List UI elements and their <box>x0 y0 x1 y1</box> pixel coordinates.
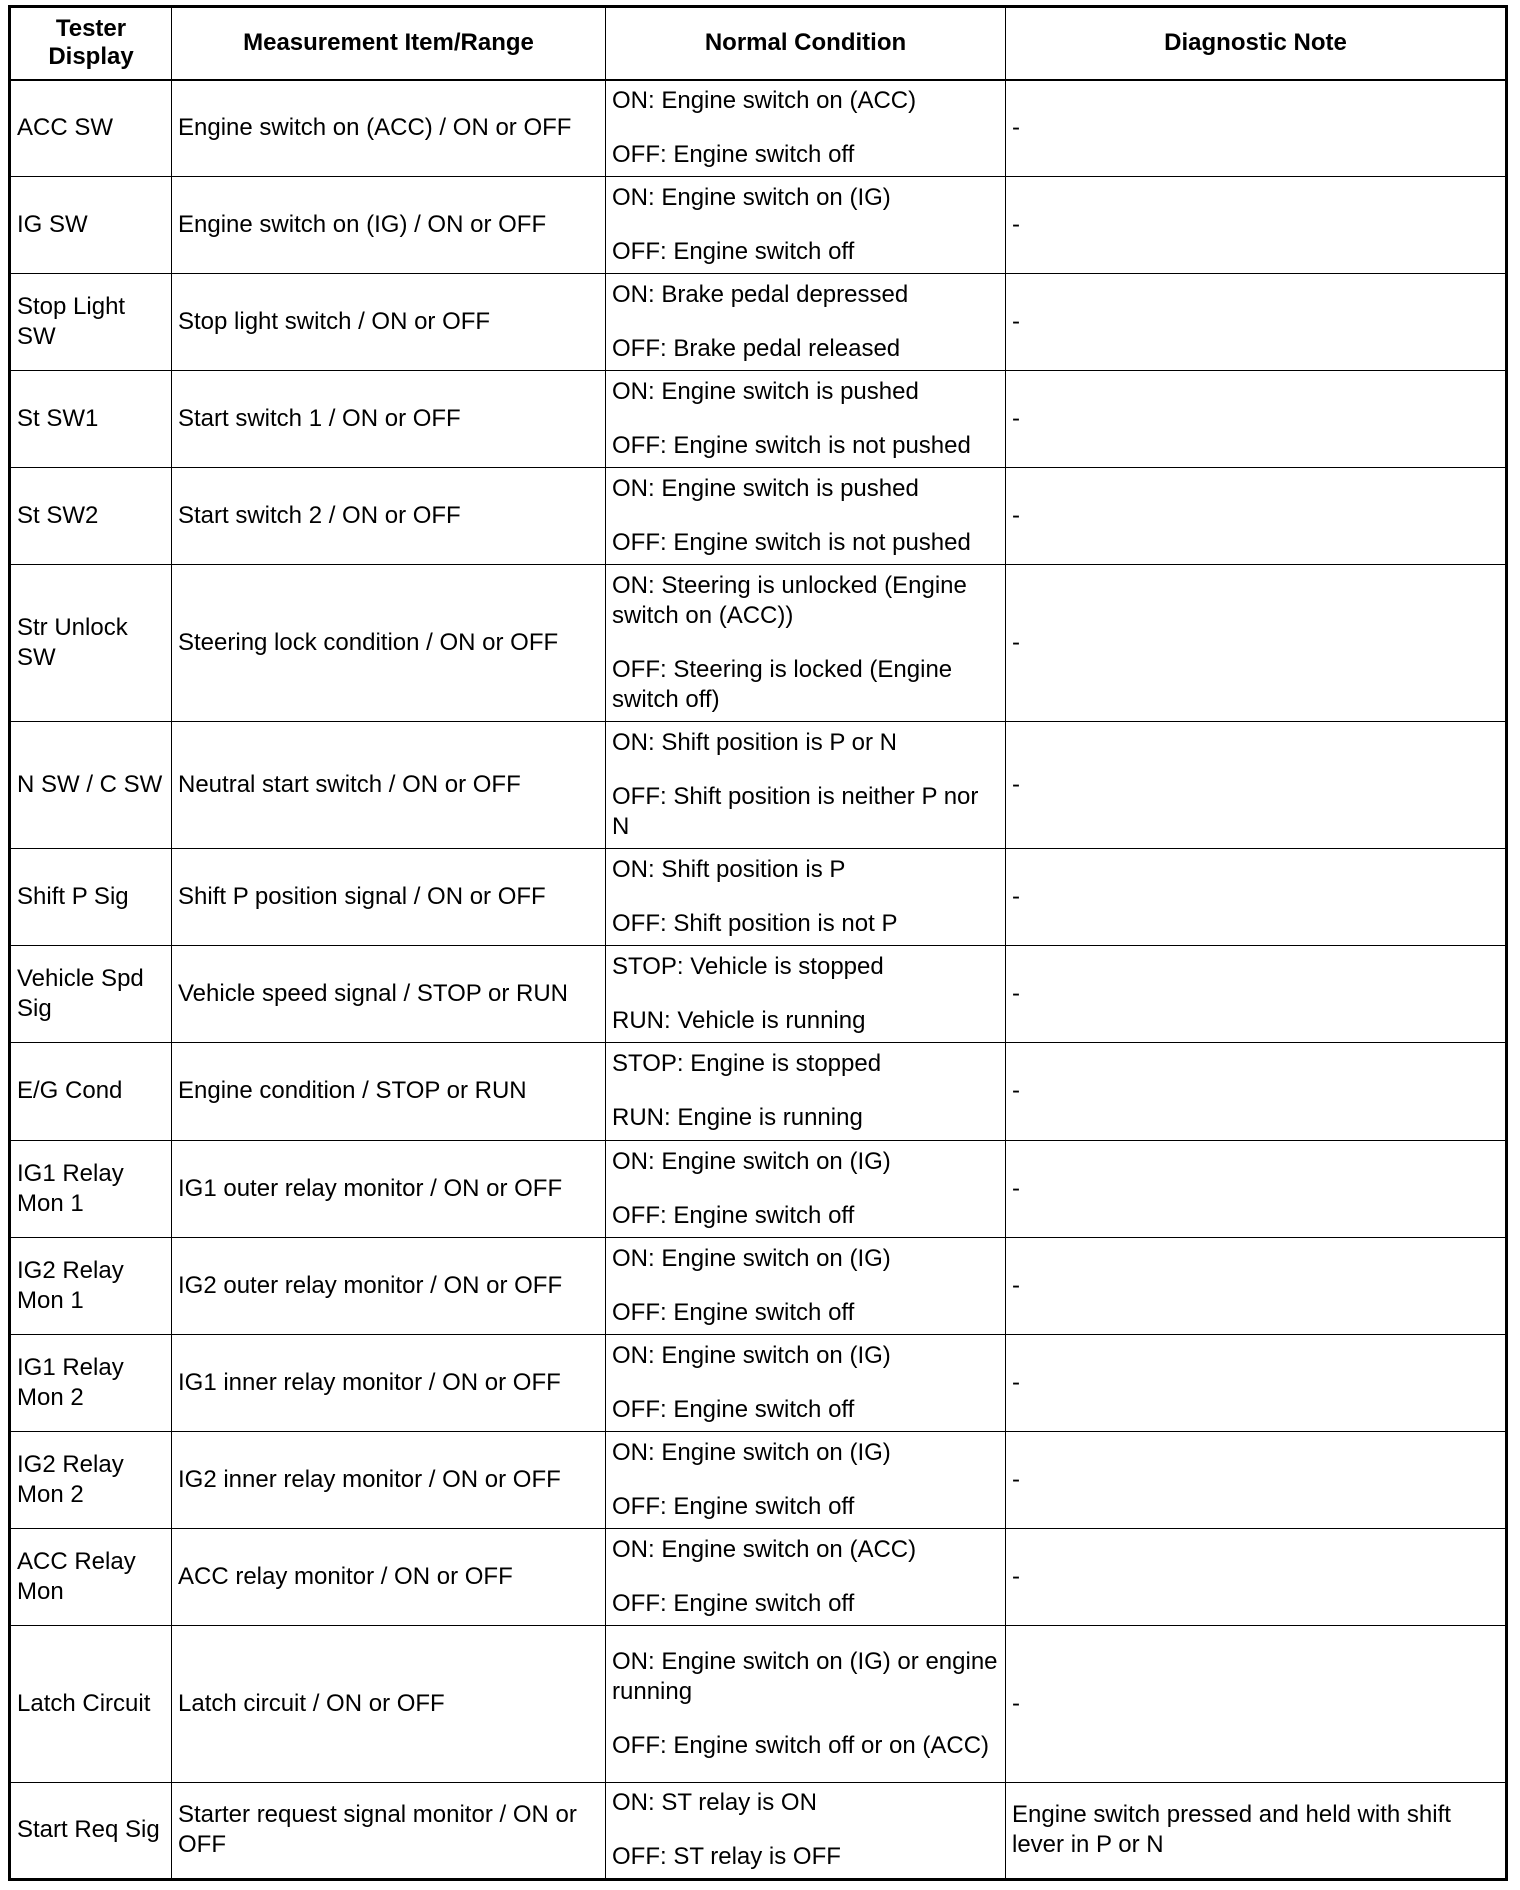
measurement-item-cell: Start switch 2 / ON or OFF <box>172 468 606 565</box>
tester-display-cell: IG SW <box>10 177 172 274</box>
normal-condition-cell <box>606 468 1006 565</box>
measurement-item-cell: IG1 inner relay monitor / ON or OFF <box>172 1334 606 1431</box>
condition-text: STOP: Engine is stopped <box>612 1050 882 1078</box>
diagnostic-note-cell: - <box>1006 1625 1507 1782</box>
condition-text: OFF: Shift position is not P <box>612 910 898 938</box>
condition-text: OFF: Engine switch off <box>612 1589 855 1617</box>
diagnostic-note-cell: - <box>1006 177 1507 274</box>
condition-text: ON: Brake pedal depressed <box>612 281 909 309</box>
measurement-item-cell: Engine switch on (ACC) / ON or OFF <box>172 80 606 177</box>
condition-text: OFF: Engine switch off <box>612 1298 855 1326</box>
condition-text: ON: Engine switch on (IG) or engine running <box>612 1647 998 1705</box>
header-normal-condition: Normal Condition <box>606 7 1006 80</box>
measurement-item-cell: IG2 inner relay monitor / ON or OFF <box>172 1431 606 1528</box>
condition-text: OFF: Engine switch is not pushed <box>612 432 971 460</box>
table-body <box>10 80 1507 1880</box>
tester-display-cell: IG1 Relay Mon 2 <box>10 1334 172 1431</box>
diagnostic-note-cell: - <box>1006 1043 1507 1140</box>
condition-text: OFF: Engine switch off <box>612 1395 855 1423</box>
diagnostic-note-cell: - <box>1006 946 1507 1043</box>
condition-text: RUN: Engine is running <box>612 1104 863 1132</box>
measurement-item-cell: IG1 outer relay monitor / ON or OFF <box>172 1140 606 1237</box>
diagnostic-note-cell: - <box>1006 849 1507 946</box>
table-row <box>10 1528 1507 1625</box>
table-row <box>10 274 1507 371</box>
tester-display-cell: St SW1 <box>10 371 172 468</box>
normal-condition-cell <box>606 371 1006 468</box>
diagnostic-note-cell: - <box>1006 1237 1507 1334</box>
normal-condition-cell <box>606 1782 1006 1879</box>
tester-display-cell: Vehicle Spd Sig <box>10 946 172 1043</box>
normal-condition-cell <box>606 1043 1006 1140</box>
tester-display-cell: ACC SW <box>10 80 172 177</box>
diagnostic-note-cell: - <box>1006 1431 1507 1528</box>
diagnostic-note-cell: - <box>1006 1140 1507 1237</box>
normal-condition-cell <box>606 80 1006 177</box>
tester-display-cell: Start Req Sig <box>10 1782 172 1879</box>
table-row <box>10 1782 1507 1879</box>
normal-condition-cell <box>606 177 1006 274</box>
measurement-item-cell: Neutral start switch / ON or OFF <box>172 722 606 849</box>
diagnostic-note-cell: - <box>1006 274 1507 371</box>
condition-text: OFF: Engine switch off <box>612 141 855 169</box>
condition-text: ON: Engine switch on (ACC) <box>612 87 917 115</box>
condition-text: ON: Engine switch on (IG) <box>612 1147 891 1175</box>
condition-text: ON: Engine switch on (ACC) <box>612 1535 917 1563</box>
condition-text: ON: Engine switch on (IG) <box>612 184 891 212</box>
normal-condition-cell <box>606 274 1006 371</box>
measurement-item-cell: Latch circuit / ON or OFF <box>172 1625 606 1782</box>
header-tester-display: Tester Display <box>10 7 172 80</box>
tester-display-cell: Stop Light SW <box>10 274 172 371</box>
table-row <box>10 1237 1507 1334</box>
diagnostic-note-cell: Engine switch pressed and held with shift lever in P or N <box>1006 1782 1507 1879</box>
diagnostic-note-cell: - <box>1006 468 1507 565</box>
tester-display-cell: Str Unlock SW <box>10 565 172 722</box>
condition-text: OFF: Engine switch off <box>612 1201 855 1229</box>
condition-text: ON: Engine switch is pushed <box>612 378 919 406</box>
table-row <box>10 80 1507 177</box>
tester-display-cell: N SW / C SW <box>10 722 172 849</box>
normal-condition-cell <box>606 565 1006 722</box>
measurement-item-cell: Engine switch on (IG) / ON or OFF <box>172 177 606 274</box>
condition-text: OFF: Brake pedal released <box>612 335 901 363</box>
measurement-item-cell: Shift P position signal / ON or OFF <box>172 849 606 946</box>
diagnostic-note-cell: - <box>1006 565 1507 722</box>
condition-text: STOP: Vehicle is stopped <box>612 953 884 981</box>
condition-text: OFF: Shift position is neither P nor N <box>612 783 979 841</box>
table-row <box>10 565 1507 722</box>
tester-display-cell: Shift P Sig <box>10 849 172 946</box>
normal-condition-cell <box>606 1140 1006 1237</box>
measurement-item-cell: Vehicle speed signal / STOP or RUN <box>172 946 606 1043</box>
measurement-item-cell: Start switch 1 / ON or OFF <box>172 371 606 468</box>
header-diagnostic-note: Diagnostic Note <box>1006 7 1507 80</box>
condition-text: ON: Steering is unlocked (Engine switch on (ACC)) <box>612 572 967 630</box>
condition-text: OFF: ST relay is OFF <box>612 1843 841 1871</box>
condition-text: RUN: Vehicle is running <box>612 1007 866 1035</box>
tester-display-cell: E/G Cond <box>10 1043 172 1140</box>
table-row <box>10 849 1507 946</box>
diagnostic-note-cell: - <box>1006 1528 1507 1625</box>
table-header-row <box>10 7 1507 80</box>
measurement-item-cell: IG2 outer relay monitor / ON or OFF <box>172 1237 606 1334</box>
table-row <box>10 1334 1507 1431</box>
condition-text: ON: ST relay is ON <box>612 1789 817 1817</box>
condition-text: OFF: Steering is locked (Engine switch off) <box>612 656 953 714</box>
table-row <box>10 1043 1507 1140</box>
table-row <box>10 722 1507 849</box>
tester-display-cell: Latch Circuit <box>10 1625 172 1782</box>
condition-text: ON: Engine switch on (IG) <box>612 1438 891 1466</box>
measurement-item-cell: Steering lock condition / ON or OFF <box>172 565 606 722</box>
tester-display-cell: IG2 Relay Mon 1 <box>10 1237 172 1334</box>
condition-text: ON: Shift position is P <box>612 856 846 884</box>
normal-condition-cell <box>606 1625 1006 1782</box>
measurement-item-cell: Stop light switch / ON or OFF <box>172 274 606 371</box>
normal-condition-cell <box>606 722 1006 849</box>
diagnostic-note-cell: - <box>1006 371 1507 468</box>
normal-condition-cell <box>606 1528 1006 1625</box>
condition-text: ON: Engine switch on (IG) <box>612 1341 891 1369</box>
normal-condition-cell <box>606 849 1006 946</box>
table-row <box>10 468 1507 565</box>
table-row <box>10 1431 1507 1528</box>
condition-text: ON: Engine switch is pushed <box>612 475 919 503</box>
measurement-item-cell: Engine condition / STOP or RUN <box>172 1043 606 1140</box>
condition-text: OFF: Engine switch is not pushed <box>612 529 971 557</box>
table-row <box>10 946 1507 1043</box>
diagnostic-note-cell: - <box>1006 722 1507 849</box>
header-measurement-item: Measurement Item/Range <box>172 7 606 80</box>
measurement-item-cell: Starter request signal monitor / ON or OFF <box>172 1782 606 1879</box>
table-row <box>10 1625 1507 1782</box>
measurement-item-cell: ACC relay monitor / ON or OFF <box>172 1528 606 1625</box>
table-row <box>10 371 1507 468</box>
condition-text: ON: Shift position is P or N <box>612 729 897 757</box>
normal-condition-cell <box>606 946 1006 1043</box>
normal-condition-cell <box>606 1237 1006 1334</box>
table-row <box>10 1140 1507 1237</box>
data-list-table <box>8 5 1508 1881</box>
normal-condition-cell <box>606 1334 1006 1431</box>
tester-display-cell: ACC Relay Mon <box>10 1528 172 1625</box>
condition-text: OFF: Engine switch off <box>612 238 855 266</box>
normal-condition-cell <box>606 1431 1006 1528</box>
diagnostic-note-cell: - <box>1006 80 1507 177</box>
diagnostic-note-cell: - <box>1006 1334 1507 1431</box>
tester-display-cell: IG1 Relay Mon 1 <box>10 1140 172 1237</box>
tester-display-cell: St SW2 <box>10 468 172 565</box>
table-row <box>10 177 1507 274</box>
condition-text: OFF: Engine switch off <box>612 1492 855 1520</box>
tester-display-cell: IG2 Relay Mon 2 <box>10 1431 172 1528</box>
condition-text: ON: Engine switch on (IG) <box>612 1244 891 1272</box>
condition-text: OFF: Engine switch off or on (ACC) <box>612 1731 990 1759</box>
